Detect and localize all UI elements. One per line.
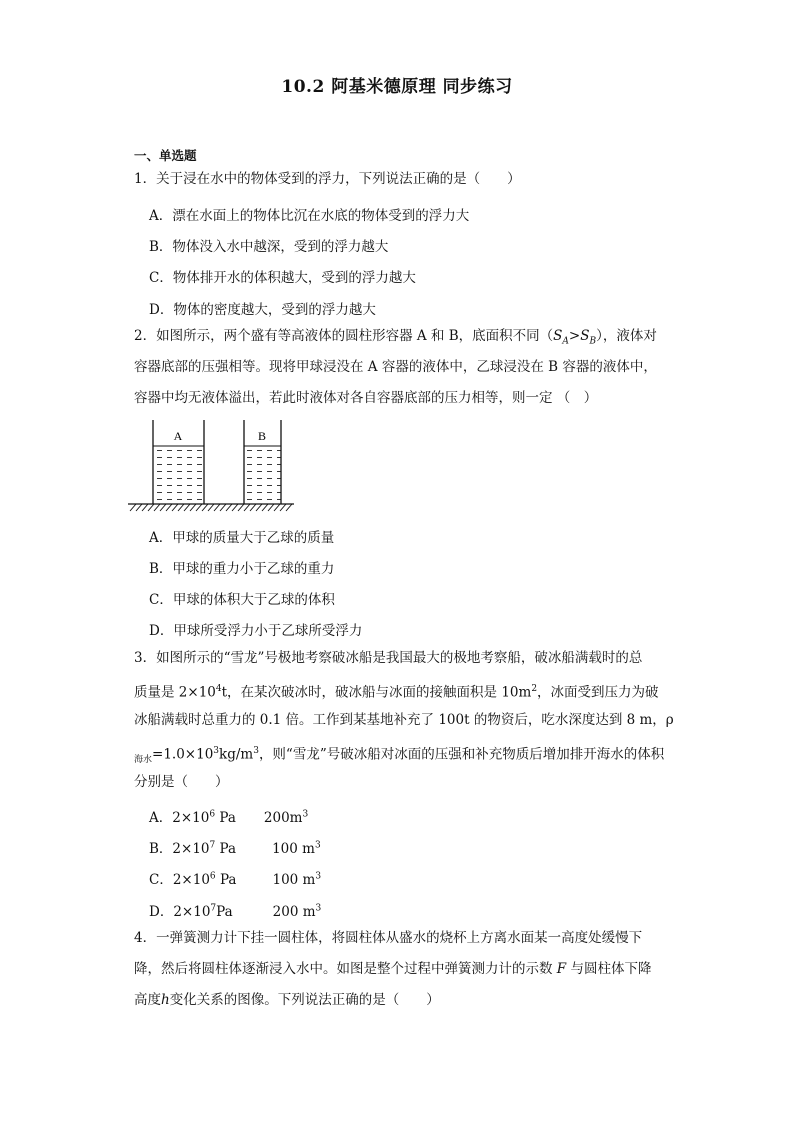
- q3-option-a: A．$2\times 10^6$ Pa $200m^3$: [149, 809, 309, 826]
- question-4-line-2: 降，然后将圆柱体逐渐浸入水中。如图是整个过程中弹簧测力计的示数 F 与圆柱体下降: [134, 961, 652, 977]
- question-3-line-2: 质量是 $2\times 10^4t$，在某次破冰时，破冰船与冰面的接触面积是 $10m^2$，冰面受到压力为破: [134, 684, 659, 701]
- q1-option-d: D．物体的密度越大，受到的浮力越大: [149, 302, 376, 318]
- question-4-line-1: 4．一弹簧测力计下挂一圆柱体，将圆柱体从盛水的烧杯上方离水面某一高度处缓慢下: [134, 930, 643, 946]
- container-b-label: B: [257, 429, 267, 443]
- q3-option-d: D．$2\times 10^7Pa$ 200 $m^3$: [149, 903, 322, 920]
- container-a-label: A: [173, 429, 183, 443]
- q1-option-c: C．物体排开水的体积越大，受到的浮力越大: [149, 270, 416, 286]
- question-1-stem: 1．关于浸在水中的物体受到的浮力，下列说法正确的是（ ）: [134, 171, 521, 187]
- question-3-line-4: $_{海水}=1.0\times 10^3kg/m^3$，则“雪龙”号破冰船对冰面的压强和补充物质后增加排开海水的体积: [134, 746, 665, 766]
- q3-option-c: C．$2\times 10^6$ Pa 100 $m^3$: [149, 871, 322, 888]
- q3-option-b: B．$2\times 10^7$ Pa 100 $m^3$: [149, 840, 321, 857]
- containers-figure: [126, 412, 296, 520]
- q2-option-a: A．甲球的质量大于乙球的质量: [149, 530, 335, 546]
- section-heading: 一、单选题: [134, 148, 197, 163]
- liquid-b: [244, 446, 281, 504]
- question-2-line-2: 容器底部的压强相等。现将甲球浸没在 A 容器的液体中，乙球浸没在 B 容器的液体中，: [134, 359, 657, 375]
- question-2-line-3: 容器中均无液体溢出，若此时液体对各自容器底部的压力相等，则一定 （ ）: [134, 390, 598, 406]
- question-3-line-1: 3．如图所示的“雪龙”号极地考察破冰船是我国最大的极地考察船，破冰船满载时的总: [134, 650, 643, 666]
- question-3-line-5: 分别是（ ）: [134, 774, 229, 790]
- containers-diagram: [126, 412, 296, 520]
- question-4-line-3: 高度h变化关系的图像。下列说法正确的是（ ）: [134, 992, 440, 1008]
- q2-option-b: B．甲球的重力小于乙球的重力: [149, 561, 335, 577]
- q1-option-b: B．物体没入水中越深，受到的浮力越大: [149, 239, 389, 255]
- question-2-line-1: 2．如图所示，两个盛有等高液体的圆柱形容器 A 和 B，底面积不同$(S_A>S_B)$，液体对: [134, 328, 657, 347]
- q2-option-d: D．甲球所受浮力小于乙球所受浮力: [149, 623, 363, 639]
- q1-option-a: A．漂在水面上的物体比沉在水底的物体受到的浮力大: [149, 208, 470, 224]
- liquid-a: [153, 446, 204, 504]
- page-title: 10.2 阿基米德原理 同步练习: [281, 77, 513, 97]
- ground-hatching: [130, 504, 292, 511]
- question-3-line-3: 冰船满载时总重力的 0.1 倍。工作到某基地补充了 100t 的物资后，吃水深度达到 8 m，ρ: [134, 712, 674, 728]
- q2-option-c: C．甲球的体积大于乙球的体积: [149, 592, 335, 608]
